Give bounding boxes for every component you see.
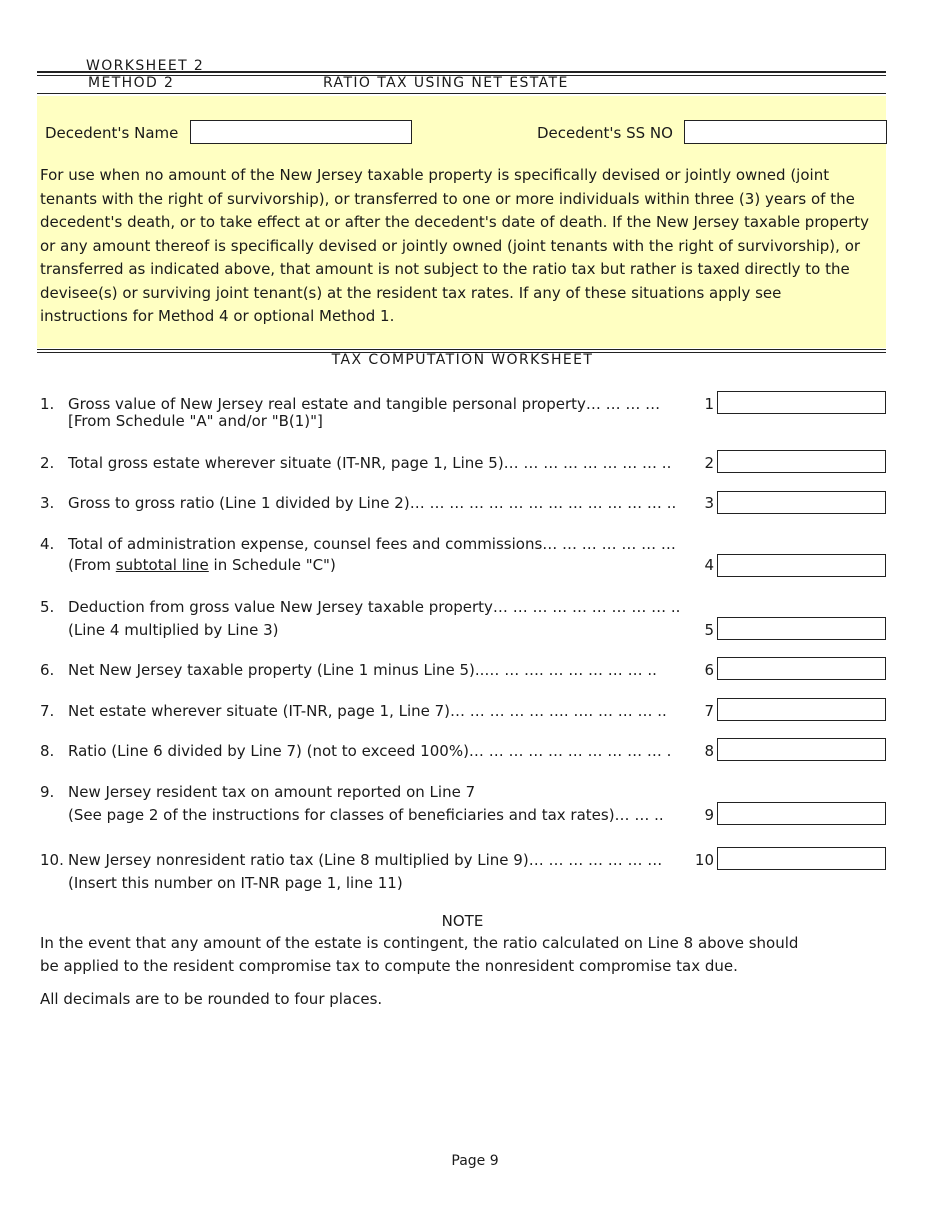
line-1-subtext: [From Schedule "A" and/or "B(1)"] xyxy=(68,412,323,430)
decedent-name-label: Decedent's Name xyxy=(45,124,179,142)
line-4-sub-pre: (From xyxy=(68,556,116,574)
line-9-subtext: (See page 2 of the instructions for classes of beneficiaries and tax rates)… … .. xyxy=(68,806,664,824)
line-1-number: 1. xyxy=(40,395,55,413)
line-9-text: New Jersey resident tax on amount reported on Line 7 xyxy=(68,783,476,801)
line-4-text: Total of administration expense, counsel fees and commissions… … … … … … … xyxy=(68,535,676,553)
line-4-subtext xyxy=(68,556,668,574)
line-3-number: 3. xyxy=(40,494,55,512)
method-label: METHOD 2 xyxy=(88,75,175,91)
line-5-input[interactable] xyxy=(717,617,886,640)
line-4-sub-underlined: subtotal line xyxy=(115,556,209,574)
line-6-number: 6. xyxy=(40,661,55,679)
line-2-text: Total gross estate wherever situate (IT-NR, page 1, Line 5)… … … … … … … … .. xyxy=(68,454,672,472)
worksheet-label: WORKSHEET 2 xyxy=(86,58,205,73)
line-9-ref: 9 xyxy=(704,806,714,824)
line-6-ref: 6 xyxy=(704,661,714,679)
section-rule-a xyxy=(37,349,886,350)
decedent-name-field[interactable] xyxy=(190,120,412,144)
line-7-ref: 7 xyxy=(704,702,714,720)
line-4-number: 4. xyxy=(40,535,55,553)
line-5-subtext: (Line 4 multiplied by Line 3) xyxy=(68,621,279,639)
line-5-number: 5. xyxy=(40,598,55,616)
worksheet-title: TAX COMPUTATION WORKSHEET xyxy=(331,352,594,368)
line-4-ref: 4 xyxy=(704,556,714,574)
note-text: In the event that any amount of the estate is contingent, the ratio calculated on Line 8 above should be applied to the resident compromise tax to compute the nonresident compromise tax due. xyxy=(40,934,799,975)
line-10-input[interactable] xyxy=(717,847,886,870)
line-5-text: Deduction from gross value New Jersey taxable property… … … … … … … … … .. xyxy=(68,598,681,616)
line-7-input[interactable] xyxy=(717,698,886,721)
page-number: Page 9 xyxy=(451,1153,499,1169)
line-7-number: 7. xyxy=(40,702,55,720)
line-3-ref: 3 xyxy=(704,494,714,512)
line-4-input[interactable] xyxy=(717,554,886,577)
header-rule-top xyxy=(37,71,886,73)
note-decimals: All decimals are to be rounded to four places. xyxy=(40,990,383,1008)
page-title: RATIO TAX USING NET ESTATE xyxy=(323,75,569,91)
line-8-number: 8. xyxy=(40,742,55,760)
line-2-number: 2. xyxy=(40,454,55,472)
decedent-ssn-field[interactable] xyxy=(684,120,887,144)
line-1-text: Gross value of New Jersey real estate and tangible personal property… … … … xyxy=(68,395,661,413)
note-title: NOTE xyxy=(441,912,484,930)
line-9-number: 9. xyxy=(40,783,55,801)
line-10-text: New Jersey nonresident ratio tax (Line 8 multiplied by Line 9)… … … … … … … xyxy=(68,851,663,869)
line-8-text: Ratio (Line 6 divided by Line 7) (not to exceed 100%)… … … … … … … … … … . xyxy=(68,742,672,760)
line-10-subtext: (Insert this number on IT-NR page 1, line 11) xyxy=(68,874,403,892)
line-8-ref: 8 xyxy=(704,742,714,760)
decedent-ssn-label: Decedent's SS NO xyxy=(537,124,673,142)
line-3-text: Gross to gross ratio (Line 1 divided by Line 2)… … … … … … … … … … … … … .. xyxy=(68,494,677,512)
line-8-input[interactable] xyxy=(717,738,886,761)
header-rule-bottom xyxy=(37,93,886,94)
line-5-ref: 5 xyxy=(704,621,714,639)
line-3-input[interactable] xyxy=(717,491,886,514)
intro-paragraph: For use when no amount of the New Jersey taxable property is specifically devised or jointly owned (joint tenants with the right of survivorship), or transferred to one or more individuals within three (3) years of the decedent's death, or to take effect at or after the decedent's date of death. If the New Jersey taxable property or any amount thereof is specifically devised or jointly owned (joint tenants with the right of survivorship), or transferred as indicated above, that amount is not subject to the ratio tax but rather is taxed directly to the devisee(s) or surviving joint tenant(s) at the resident tax rates. If any of these situations apply see instructions for Method 4 or optional Method 1. xyxy=(40,166,870,325)
line-1-ref: 1 xyxy=(704,395,714,413)
line-2-input[interactable] xyxy=(717,450,886,473)
line-2-ref: 2 xyxy=(704,454,714,472)
line-6-input[interactable] xyxy=(717,657,886,680)
line-7-text: Net estate wherever situate (IT-NR, page 1, Line 7)… … … … … …. …. … … … .. xyxy=(68,702,667,720)
line-10-number: 10. xyxy=(40,851,64,869)
line-4-sub-post: in Schedule "C") xyxy=(208,556,336,574)
line-9-input[interactable] xyxy=(717,802,886,825)
line-6-text: Net New Jersey taxable property (Line 1 minus Line 5)..… … …. … … … … … .. xyxy=(68,661,657,679)
line-10-ref: 10 xyxy=(694,851,714,869)
line-1-input[interactable] xyxy=(717,391,886,414)
